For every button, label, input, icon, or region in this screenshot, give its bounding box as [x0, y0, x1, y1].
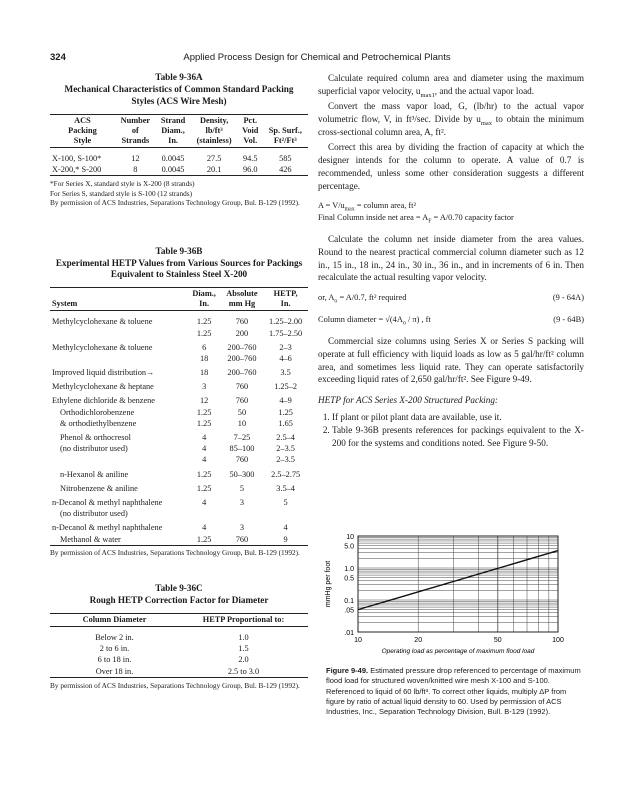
- value-cell: 200: [235, 328, 249, 338]
- value-cell: 4–9: [279, 396, 292, 406]
- table-36b-label: Table 9-36B: [155, 245, 203, 256]
- table-row: [50, 429, 308, 443]
- value-cell: 18: [199, 368, 209, 378]
- value-cell: 4: [202, 497, 207, 507]
- table-row: [50, 407, 308, 418]
- system-cell: Ethylene dichloride & benzene: [52, 396, 155, 406]
- value-cell: 1.25: [196, 534, 212, 544]
- table-row: [50, 443, 308, 454]
- table-row: [50, 418, 308, 429]
- value-cell: 200–760: [227, 368, 257, 378]
- value-cell: 1.25: [196, 328, 212, 338]
- system-cell: Orthodichlorobenzene: [60, 407, 135, 417]
- value-cell: 5: [283, 497, 288, 507]
- t36c-h-diam: Column Diameter: [82, 615, 147, 625]
- left-column: [50, 72, 308, 690]
- table-row: [50, 494, 308, 508]
- table-row: [50, 311, 308, 328]
- x-tick-label: 20: [414, 637, 423, 644]
- t36a-h-void: Pct. Void Vol.: [242, 115, 259, 145]
- table-row: [50, 353, 308, 364]
- x-tick-label: 100: [552, 637, 564, 644]
- table-row: [50, 328, 308, 339]
- value-cell: 1.25–2: [274, 382, 298, 392]
- section-heading-hetp: HETP for ACS Series X-200 Structured Packing:: [318, 395, 498, 406]
- system-cell: [50, 328, 188, 339]
- system-cell: [50, 353, 188, 364]
- value-cell: 1.25: [196, 483, 212, 493]
- table-row: [50, 392, 308, 406]
- value-cell: 2.5–4: [276, 433, 295, 442]
- table-36b-body: [50, 311, 308, 545]
- system-cell: Phenol & orthocresol: [60, 433, 131, 442]
- equation-area: $A = V/u_{max}$ = column area, ft²: [318, 201, 416, 213]
- y-tick-label: 0.5: [344, 575, 354, 583]
- t36a-h-diam: Strand Diam., In.: [160, 115, 186, 145]
- hetp-steps-list: [318, 411, 584, 450]
- table-row: [50, 508, 308, 519]
- table-36a-title: Mechanical Characteristics of Common Standard Packing Styles (ACS Wire Mesh): [64, 83, 294, 106]
- table-row: [50, 480, 308, 494]
- table-row: [50, 339, 308, 353]
- system-cell: (no distributor used): [60, 444, 128, 454]
- t36b-h-hetp: HETP, In.: [273, 289, 298, 309]
- value-cell: 760: [235, 396, 249, 406]
- table-row: 2 to 6 in. 1.5: [99, 644, 249, 654]
- system-cell: Nitrobenzene & aniline: [60, 483, 138, 493]
- system-cell: (no distributor used): [60, 509, 128, 519]
- table-36c: [50, 613, 308, 678]
- value-cell: 1.75–2.50: [269, 328, 303, 338]
- para-calc-area: Calculate required column area and diameter using the maximum superficial vapor velocity, $u_{max1}$, and the actual vapor load.: [318, 73, 584, 99]
- value-cell: 3: [239, 497, 245, 507]
- table-row: X-200,* S-200 8 0.0045 20.1 96.0 426: [50, 164, 308, 176]
- value-cell: 3: [202, 382, 207, 392]
- table-row: [50, 519, 308, 533]
- table-row: X-100, S-100* 12 0.0045 27.5 94.5 585: [52, 153, 292, 163]
- para-calc-diameter: Calculate the column net inside diameter from the area values. Round to the nearest practical commercial column diameter such as 12 in., 15 in., 18 in., 24 in., 30 in., 36 in., and in increments of 6 in. Then recalculate the actual resulting vapor velocity.: [318, 234, 584, 283]
- t36a-h-density: Density, lb/ft³ (stainless): [196, 115, 232, 145]
- table-row: Below 2 in. 1.0: [95, 633, 249, 643]
- value-cell: 4: [283, 523, 288, 533]
- system-cell: Improved liquid distribution→: [52, 368, 155, 378]
- table-36b-heading: [50, 246, 308, 282]
- value-cell: 2–3.5: [276, 455, 295, 465]
- value-cell: 1.65: [278, 418, 293, 428]
- value-cell: 760: [235, 455, 249, 465]
- value-cell: 5: [239, 483, 245, 493]
- table-36c-title: Rough HETP Correction Factor for Diameter: [89, 595, 269, 606]
- list-item: 2. Table 9-36B presents references for packings equivalent to the X-200 for the systems and conditions noted. See Figure 9-50.: [332, 424, 584, 449]
- system-cell: n-Decanol & methyl naphthalene: [52, 497, 163, 507]
- system-cell: & orthodiethylbenzene: [60, 418, 137, 428]
- value-cell: 9: [283, 534, 288, 544]
- y-tick-label: 5.0: [344, 543, 354, 551]
- right-column: [318, 72, 584, 451]
- table-36c-footnote: By permission of ACS Industries, Separations Technology Group, Bul. B-129 (1992).: [50, 680, 300, 690]
- caption-text: Estimated pressure drop referenced to percentage of maximum flood load for structured woven/knitted wire mesh X-100 and S-100. Referenced to liquid of 60 lb/ft³. To correct other liquids, multiply ΔP from figure by ratio of actual liquid density to 60. Used by permission of ACS Industries, Inc., Separation Technology Division, Bull. B-129 (1992).: [326, 666, 581, 717]
- table-row: [50, 466, 308, 480]
- value-cell: 4: [202, 523, 207, 533]
- value-cell: 1.25: [196, 469, 212, 479]
- system-cell: Methanol & water: [60, 534, 121, 544]
- t36c-h-prop: HETP Proportional to:: [202, 615, 285, 625]
- table-36a-heading: [50, 72, 308, 108]
- value-cell: 200–760: [227, 353, 257, 363]
- table-row: [50, 378, 308, 392]
- value-cell: 4: [202, 444, 207, 454]
- t36a-h-surf: Sp. Surf., Ft²/Ft³: [268, 125, 302, 145]
- value-cell: 200–760: [227, 342, 257, 352]
- table-36a: [50, 114, 308, 176]
- plot-frame: [358, 536, 558, 632]
- table-row: 6 to 18 in. 2.0: [97, 655, 249, 665]
- t36b-h-abs: Absolute mm Hg: [226, 289, 258, 309]
- value-cell: 85–100: [229, 444, 255, 454]
- value-cell: 760: [235, 382, 249, 392]
- table-36c-heading: [50, 583, 308, 607]
- para-convert-load: Convert the mass vapor load, G, (lb/hr) to the actual vapor volumetric flow, V, in ft³/sec. Divide by $u_{max}$ to obtain the minimum cross-sectional column area, A, ft².: [318, 101, 584, 137]
- value-cell: 1.25: [196, 418, 212, 428]
- value-cell: 4: [202, 433, 207, 442]
- value-cell: 3.5: [280, 368, 291, 378]
- value-cell: 1.25: [278, 407, 293, 417]
- system-cell: n-Hexanol & aniline: [60, 469, 129, 479]
- table-36a-footnotes: *For Series X, standard style is X-200 (8 strands) For Series S, standard style is S-100 (12 strands) By permission of ACS Industries, Separations Technology Group, Bul. B-129 (1992).: [50, 179, 300, 208]
- system-cell: Methylcyclohexane & toluene: [52, 342, 153, 352]
- equation-block-area: [318, 200, 584, 223]
- y-axis-label: mmHg per foot: [325, 560, 332, 608]
- equation-final-area: Final Column inside net area = $A_F = A/0.70$ capacity factor: [318, 212, 514, 225]
- value-cell: 4: [202, 455, 207, 465]
- x-axis-label: Operating load as percentage of maximum flood load: [381, 648, 535, 655]
- page-number: 324: [50, 52, 66, 63]
- value-cell: 3.5–4: [276, 483, 295, 493]
- t36a-h-style: ACS Packing Style: [68, 115, 97, 145]
- value-cell: 1.25–2.00: [269, 317, 303, 327]
- value-cell: 10: [237, 418, 247, 428]
- table-36b: [50, 287, 308, 544]
- value-cell: [188, 508, 221, 519]
- pressure-drop-chart: [318, 528, 580, 660]
- value-cell: 4–6: [279, 353, 292, 363]
- value-cell: 3: [239, 523, 245, 533]
- table-row: Over 18 in. 2.5 to 3.0: [50, 666, 308, 678]
- value-cell: 6: [202, 342, 207, 352]
- value-cell: 50: [237, 407, 247, 417]
- para-commercial-size: Commercial size columns using Series X or Series S packing will operate at full efficiency with liquid loads as low as 5 gal/hr/ft² column area, and sometimes less liquid rate. They can operate satisfactorily exceeding liquid rates of 2,650 gal/hr/ft². See Figure 9-49.: [318, 336, 584, 385]
- y-tick-label: .05: [344, 607, 354, 615]
- table-row: [50, 534, 308, 545]
- y-tick-label: 1.0: [344, 566, 354, 573]
- table-36b-title: Experimental HETP Values from Various Sources for Packings Equivalent to Stainless Steel X-200: [55, 257, 303, 280]
- value-cell: 1.25: [196, 407, 212, 417]
- equation-9-64a: or, $A_o = A/0.7$, ft² required (9 - 64A): [318, 293, 584, 305]
- value-cell: 7–25: [233, 433, 251, 442]
- list-item: 1. If plant or pilot plant data are available, use it.: [332, 411, 584, 424]
- running-title: Applied Process Design for Chemical and Petrochemical Plants: [183, 52, 451, 63]
- table-36a-label: Table 9-36A: [155, 72, 203, 82]
- series-line: [358, 551, 558, 610]
- value-cell: 760: [235, 317, 249, 327]
- figure-9-49-caption: [326, 666, 584, 718]
- table-row: [50, 454, 308, 465]
- t36a-h-strands: Number of Strands: [120, 115, 151, 145]
- value-cell: [221, 508, 264, 519]
- value-cell: 2.5–2.75: [271, 469, 301, 479]
- value-cell: 2–3.5: [276, 444, 295, 454]
- value-cell: 1.25: [196, 317, 212, 327]
- value-cell: 2–3: [279, 342, 292, 352]
- caption-label: Figure 9-49.: [326, 666, 369, 675]
- equation-9-64b: Column diameter = $√(4A_o / \pi)$ , ft (9 - 64B): [318, 314, 584, 327]
- y-tick-label: 0.1: [344, 598, 354, 605]
- y-tick-label: .01: [344, 630, 354, 637]
- value-cell: [263, 508, 308, 519]
- table-36c-label: Table 9-36C: [155, 583, 203, 594]
- value-cell: 50–300: [229, 469, 255, 479]
- value-cell: 12: [199, 396, 209, 406]
- x-tick-label: 50: [493, 637, 502, 644]
- value-cell: 18: [199, 353, 209, 363]
- equation-number: (9 - 64A): [552, 293, 584, 303]
- system-cell: Methylcyclohexane & toluene: [52, 317, 153, 327]
- table-row: [50, 364, 308, 378]
- table-36b-footnote: By permission of ACS Industries, Separations Technology Group, Bul. B-129 (1992).: [50, 545, 308, 557]
- value-cell: 760: [235, 534, 249, 544]
- t36b-h-diam: Diam., In.: [192, 289, 216, 309]
- equation-number: (9 - 64B): [553, 314, 584, 324]
- system-cell: n-Decanol & methyl naphthalene: [52, 523, 163, 533]
- t36b-h-system: System: [52, 299, 78, 309]
- system-cell: Methylcyclohexane & heptane: [52, 382, 154, 392]
- y-tick-label: 10: [346, 534, 354, 541]
- x-tick-label: 10: [354, 637, 362, 644]
- para-correct-area: Correct this area by dividing the fraction of capacity at which the designer intends for the column to operate. A value of 0.7 is recommended, unless some other consideration suggests a different percentage.: [318, 142, 584, 191]
- system-cell: [50, 454, 188, 465]
